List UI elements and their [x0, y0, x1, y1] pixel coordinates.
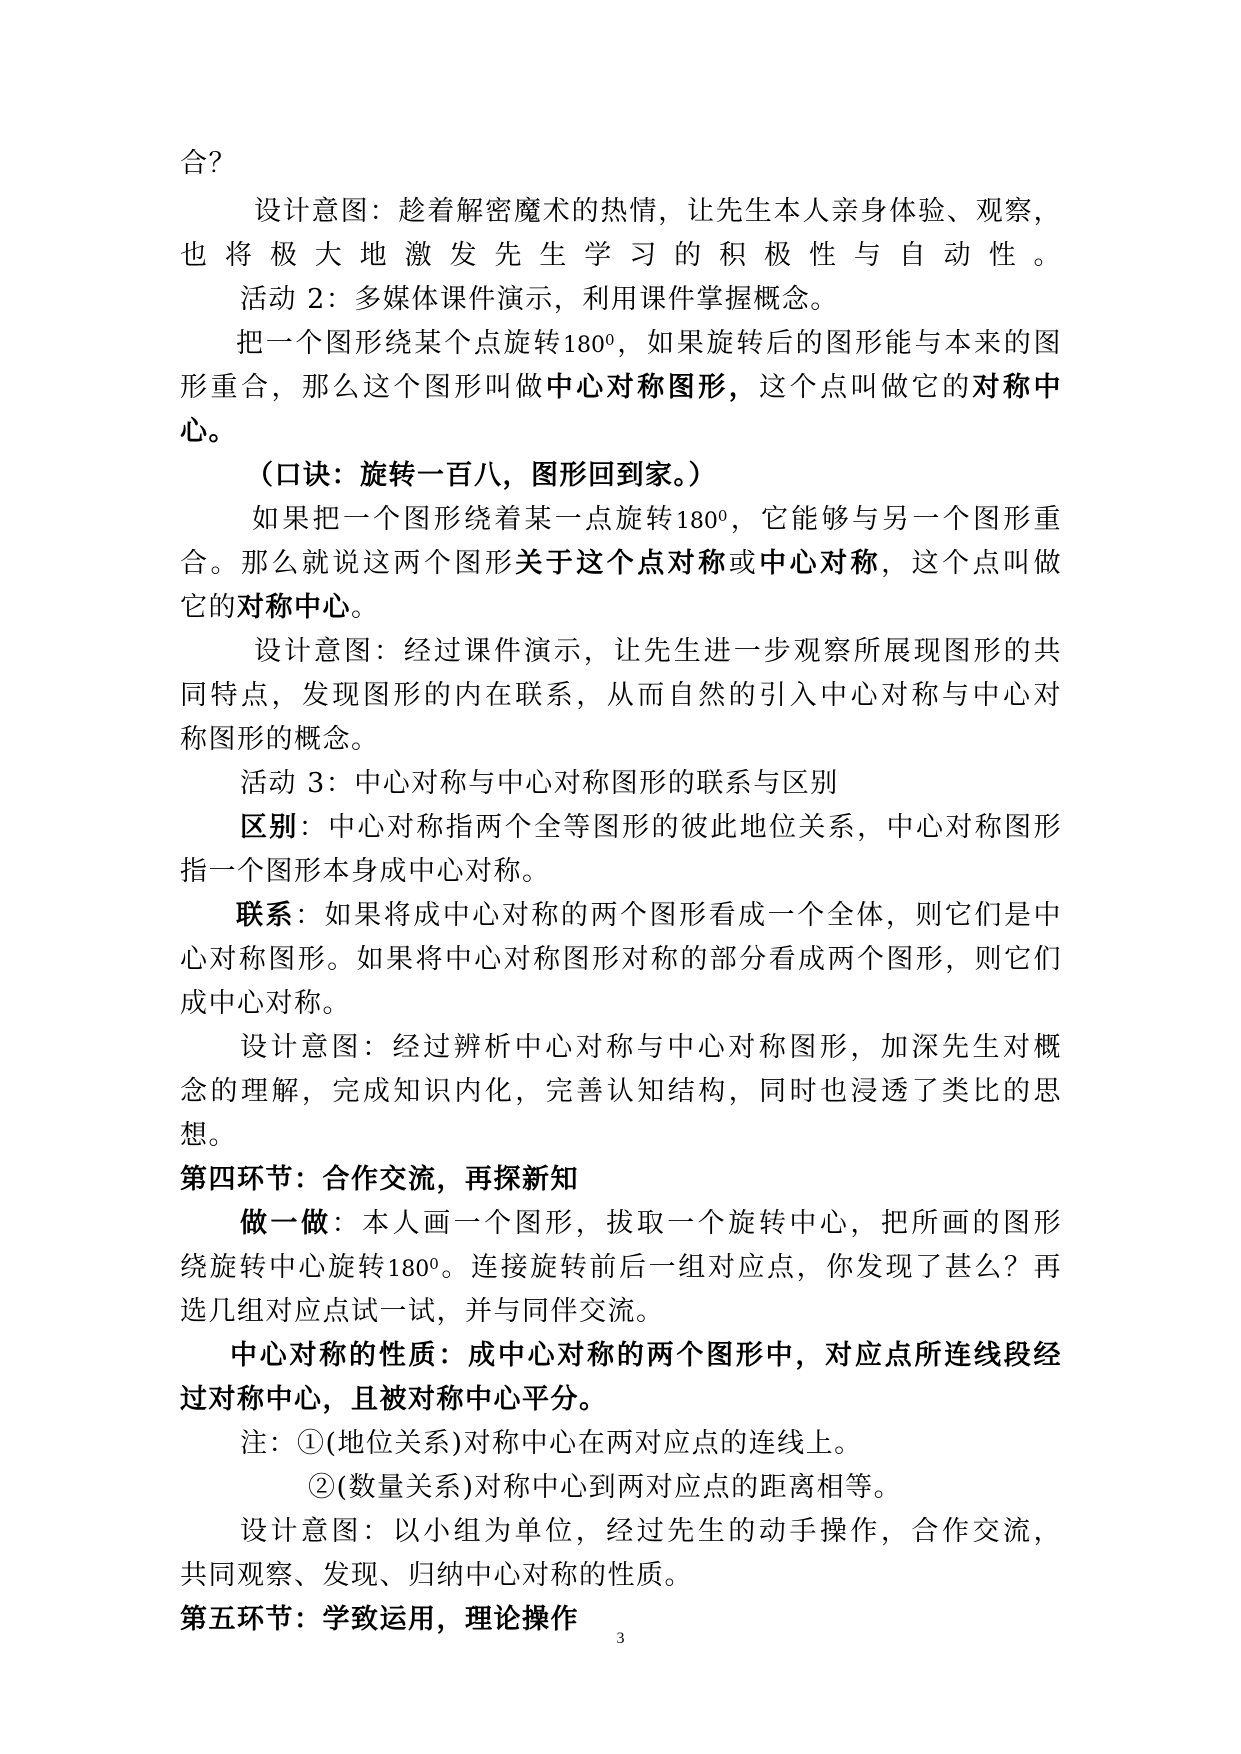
- text-line: 共同观察、发现、归纳中心对称的性质。: [180, 1560, 693, 1591]
- page-number: 3: [616, 1630, 625, 1647]
- note-line: 注：①(地位关系)对称中心在两对应点的连线上。: [240, 1428, 863, 1459]
- text-line: 它的对称中心。: [180, 592, 380, 623]
- text-line: 设计意图：经过辨析中心对称与中心对称图形，加深先生对概: [240, 1032, 1062, 1063]
- text-line: 设计意图：经过课件演示，让先生进一步观察所展现图形的共: [254, 636, 1062, 667]
- property-statement: 中心对称的性质：成中心对称的两个图形中，对应点所连线段经: [230, 1340, 1062, 1371]
- text-line: 指一个图形本身成中心对称。: [180, 856, 551, 887]
- text-line: 设计意图：趁着解密魔术的热情，让先生本人亲身体验、观察，: [254, 196, 1062, 227]
- section-heading: 第四环节：合作交流，再探新知: [180, 1164, 579, 1195]
- activity-heading: 活动 3：中心对称与中心对称图形的联系与区别: [240, 768, 839, 799]
- text-line: 设计意图：以小组为单位，经过先生的动手操作，合作交流，: [240, 1516, 1062, 1547]
- text-line: 心。: [180, 416, 237, 447]
- text-line: 如果把一个图形绕着某一点旋转$180^0$，它能够与另一个图形重: [252, 504, 1063, 535]
- section-heading: 第五环节：学致运用，理论操作: [180, 1604, 579, 1635]
- text-line: 心对称图形。如果将中心对称图形对称的部分看成两个图形，则它们: [180, 944, 1062, 975]
- text-line: 同特点，发现图形的内在联系，从而自然的引入中心对称与中心对: [180, 680, 1062, 711]
- text-line: 念的理解，完成知识内化，完善认知结构，同时也浸透了类比的思: [180, 1076, 1062, 1107]
- text-line: 成中心对称。: [180, 988, 351, 1019]
- text-line: 合？: [180, 148, 237, 179]
- text-line: 做一做：本人画一个图形，拔取一个旋转中心，把所画的图形: [240, 1208, 1063, 1239]
- text-line: 也将极大地激发先生学习的积极性与自动性。: [180, 240, 1062, 271]
- text-line: 联系：如果将成中心对称的两个图形看成一个全体，则它们是中: [236, 900, 1063, 931]
- text-line: 形重合，那么这个图形叫做中心对称图形，这个点叫做它的对称中: [180, 372, 1063, 403]
- activity-heading: 活动 2：多媒体课件演示，利用课件掌握概念。: [240, 284, 839, 315]
- text-line: 称图形的概念。: [180, 724, 380, 755]
- property-statement: 过对称中心，且被对称中心平分。: [180, 1384, 608, 1415]
- text-line: 绕旋转中心旋转$180^0$。连接旋转前后一组对应点，你发现了甚么？再: [180, 1252, 1063, 1283]
- note-line: ②(数量关系)对称中心到两对应点的距离相等。: [308, 1472, 903, 1503]
- mnemonic: （口诀：旋转一百八，图形回到家。）: [246, 460, 717, 491]
- text-line: 想。: [180, 1120, 237, 1151]
- text-line: 合。那么就说这两个图形关于这个点对称或中心对称，这个点叫做: [180, 548, 1063, 579]
- text-line: 把一个图形绕某个点旋转$180^0$，如果旋转后的图形能与本来的图: [236, 328, 1063, 359]
- text-line: 区别：中心对称指两个全等图形的彼此地位关系，中心对称图形: [240, 812, 1063, 843]
- text-line: 选几组对应点试一试，并与同伴交流。: [180, 1296, 665, 1327]
